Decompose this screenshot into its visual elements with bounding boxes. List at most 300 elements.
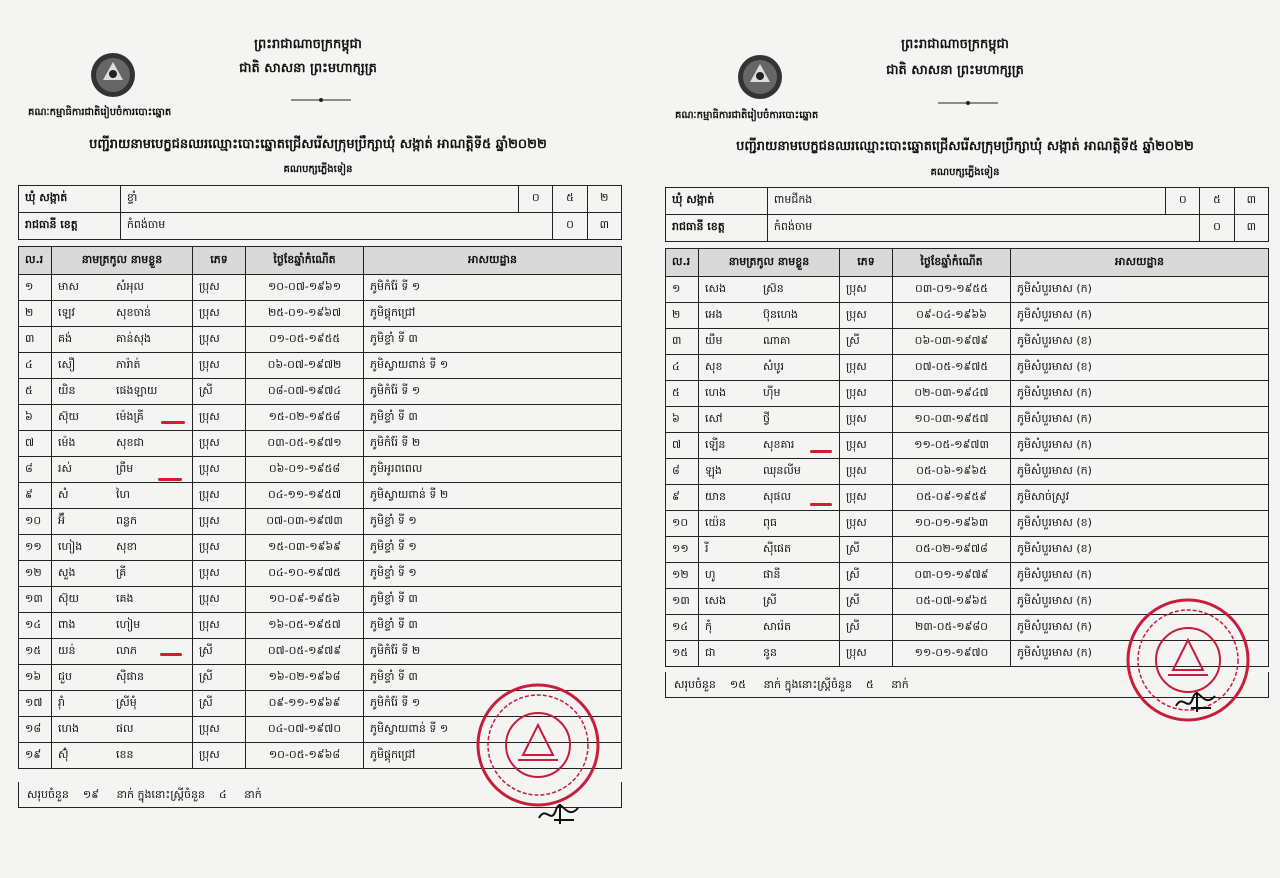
cell-sex: ប្រុស: [193, 275, 246, 301]
table-row: [666, 329, 1269, 355]
cell-address: ភូមិកំរ៉ែ ទី ១: [364, 275, 622, 301]
cell-given-name: ផានី: [763, 567, 781, 581]
cell-no: ១២: [19, 561, 52, 587]
cell-family-name: គង់: [58, 331, 72, 345]
cell-family-name: ហេង: [58, 721, 79, 735]
cell-name: [52, 639, 193, 665]
cell-sex: ប្រុស: [840, 407, 893, 433]
cell-given-name: ផេងឡាយ: [116, 383, 158, 397]
cell-dob: ២៣-០៥-១៩៨០: [893, 615, 1011, 641]
cell-given-name: សុខចាន់: [116, 305, 151, 319]
cell-name: [699, 355, 840, 381]
cell-given-name: ស៊ីផេត: [763, 541, 791, 555]
cell-dob: ០៨-០៧-១៩៧៤: [246, 379, 364, 405]
table-row: [19, 639, 622, 665]
cell-name: [699, 615, 840, 641]
cell-given-name: សុខា: [116, 539, 137, 553]
cell-address: ភូមិខ្ទាំ ទី ៣: [364, 327, 622, 353]
cell-address: ភូមិខ្ទាំ ទី ១: [364, 509, 622, 535]
cell-address: ភូមិស្វាយពាន់ ទី ២: [364, 483, 622, 509]
cell-address: ភូមិកំរ៉ែ ទី ២: [364, 639, 622, 665]
cell-name: [52, 509, 193, 535]
cell-no: ២: [19, 301, 52, 327]
summary-unit: នាក់ ក្នុងនោះស្ត្រីចំនួន: [763, 678, 852, 691]
cell-sex: ប្រុស: [193, 561, 246, 587]
summary-women: ៥: [865, 678, 874, 691]
cell-sex: ប្រុស: [840, 381, 893, 407]
cell-family-name: សឿ: [58, 357, 76, 371]
cell-name: [699, 485, 840, 511]
cell-no: ១១: [19, 535, 52, 561]
cell-dob: ១០-០៩-១៩៥៦: [246, 587, 364, 613]
cell-name: [699, 277, 840, 303]
col-header-no: ល.រ: [666, 249, 699, 277]
cell-address: ភូមិសំបួរមាស (ខ): [1011, 511, 1269, 537]
cell-family-name: យឹម: [705, 333, 723, 347]
cell-name: [699, 537, 840, 563]
cell-sex: ប្រុស: [193, 353, 246, 379]
table-row: [19, 405, 622, 431]
document-title: បញ្ជីរាយនាមបេក្ខជនឈរឈ្មោះបោះឆ្នោតជ្រើសរើសក្រុមប្រឹក្សាឃុំ សង្កាត់ អាណត្តិទី៥ ឆ្នាំ២០២២: [89, 137, 547, 152]
cell-given-name: ផល: [116, 721, 134, 735]
cell-sex: ស្រី: [193, 665, 246, 691]
cell-family-name: ហូ: [705, 567, 716, 581]
party-name: គណបក្សភ្លើងទៀន: [283, 164, 353, 175]
cell-given-name: ខេន: [116, 747, 134, 761]
cell-dob: ០៦-០៧-១៩៧២: [246, 353, 364, 379]
cell-address: ភូមិសំបួរមាស (ក): [1011, 381, 1269, 407]
cell-given-name: ឈុនលីម: [763, 463, 801, 477]
summary-label: សរុបចំនួន: [674, 678, 716, 691]
cell-name: [52, 483, 193, 509]
cell-address: ភូមិសំបួរមាស (ខ): [1011, 329, 1269, 355]
cell-sex: ប្រុស: [193, 535, 246, 561]
cell-no: ១៩: [19, 743, 52, 769]
cell-name: [699, 303, 840, 329]
cell-family-name: ម៉េង: [58, 435, 76, 449]
cell-family-name: យាន: [705, 489, 726, 503]
table-row: [666, 563, 1269, 589]
cell-sex: ស្រី: [193, 691, 246, 717]
table-row: [19, 275, 622, 301]
col-header-sex: ភេទ: [840, 249, 893, 277]
cell-dob: ០៣-០៥-១៩៧១: [246, 431, 364, 457]
party-name: គណបក្សភ្លើងទៀន: [930, 167, 1000, 178]
district-label: រាជធានី ខេត្ត: [19, 213, 121, 240]
cell-sex: ស្រី: [840, 563, 893, 589]
cell-sex: ប្រុស: [193, 457, 246, 483]
cell-name: [699, 381, 840, 407]
cell-address: ភូមិខ្ទាំ ទី ១: [364, 535, 622, 561]
cell-name: [699, 459, 840, 485]
cell-given-name: សារ៉េត: [763, 619, 791, 633]
cell-no: ១៧: [19, 691, 52, 717]
cell-address: ភូមិសំបួរមាស (ក): [1011, 615, 1269, 641]
cell-address: ភូមិអូរពពេល: [364, 457, 622, 483]
cell-dob: ០៧-០៥-១៩៧៥: [893, 355, 1011, 381]
cell-no: ១២: [666, 563, 699, 589]
cell-dob: ១០-០៧-១៩៦១: [246, 275, 364, 301]
signature-icon: [536, 800, 581, 828]
cell-name: [699, 329, 840, 355]
cell-dob: ១០-០១-១៩៦៣: [893, 511, 1011, 537]
cell-sex: ស្រី: [840, 589, 893, 615]
ornament-divider: [938, 100, 998, 106]
cell-dob: ០៤-០៧-១៩៧០: [246, 717, 364, 743]
cell-address: ភូមិសំបួរមាស (ខ): [1011, 537, 1269, 563]
cell-dob: ០៤-១១-១៩៥៧: [246, 483, 364, 509]
cell-dob: ០៩-០៤-១៩៦៦: [893, 303, 1011, 329]
cell-no: ៦: [19, 405, 52, 431]
emblem-icon: [735, 52, 785, 102]
cell-dob: ០៣-០១-១៩៧៩: [893, 563, 1011, 589]
cell-address: ភូមិសំបួរមាស (ក): [1011, 303, 1269, 329]
cell-no: ១៣: [666, 589, 699, 615]
cell-dob: ០៧-០៣-១៩៧៣: [246, 509, 364, 535]
cell-no: ២: [666, 303, 699, 329]
district-code-digit: ៣: [1234, 215, 1268, 242]
commune-code-digit: ៥: [1200, 188, 1234, 215]
cell-given-name: នូន: [763, 645, 777, 659]
document-title: បញ្ជីរាយនាមបេក្ខជនឈរឈ្មោះបោះឆ្នោតជ្រើសរើសក្រុមប្រឹក្សាឃុំ សង្កាត់ អាណត្តិទី៥ ឆ្នាំ២០២២: [736, 139, 1194, 154]
cell-given-name: គ្រី: [116, 565, 127, 579]
cell-given-name: សុខគារ: [763, 437, 795, 451]
cell-name: [52, 587, 193, 613]
cell-sex: ស្រី: [840, 537, 893, 563]
table-row: [19, 431, 622, 457]
cell-given-name: ស៊ីផាន: [116, 669, 144, 683]
cell-sex: ប្រុស: [193, 327, 246, 353]
table-header-row: [666, 249, 1269, 277]
cell-given-name: ព្រឹម: [116, 461, 134, 475]
cell-family-name: យន់: [58, 643, 76, 657]
cell-address: ភូមិផ្គុកជ្រៅ: [364, 301, 622, 327]
motto-heading: ជាតិ សាសនា ព្រះមហាក្សត្រ: [886, 63, 1024, 78]
cell-no: ៨: [19, 457, 52, 483]
cell-family-name: ឡេវ: [58, 305, 75, 319]
table-row: [666, 459, 1269, 485]
cell-dob: ០៥-០៦-១៩៦៥: [893, 459, 1011, 485]
cell-no: ៧: [19, 431, 52, 457]
cell-given-name: ស្រ៊ន: [763, 281, 784, 295]
cell-no: ៩: [19, 483, 52, 509]
cell-family-name: កុំ: [705, 619, 712, 633]
cell-dob: ០៥-០៩-១៩៥៩: [893, 485, 1011, 511]
cell-sex: ប្រុស: [840, 459, 893, 485]
cell-sex: ប្រុស: [193, 483, 246, 509]
cell-given-name: ប៊ុនហេង: [763, 307, 798, 321]
cell-given-name: ម៉េងគ្រី: [116, 409, 144, 423]
cell-given-name: ភារ៉ាត់: [116, 357, 141, 371]
cell-sex: ប្រុស: [193, 301, 246, 327]
emblem-icon: [88, 50, 138, 100]
cell-no: ៣: [19, 327, 52, 353]
cell-sex: ប្រុស: [840, 485, 893, 511]
cell-sex: ប្រុស: [193, 743, 246, 769]
cell-dob: ០៤-១០-១៩៧៥: [246, 561, 364, 587]
cell-dob: ១១-០១-១៩៧០: [893, 641, 1011, 667]
cell-address: ភូមិកំរ៉ែ ទី ១: [364, 691, 622, 717]
cell-dob: ២៥-០១-១៩៦៧: [246, 301, 364, 327]
table-row: [19, 379, 622, 405]
cell-address: ភូមិសំបួរមាស (ក): [1011, 563, 1269, 589]
cell-name: [52, 717, 193, 743]
table-row: [666, 511, 1269, 537]
cell-name: [52, 431, 193, 457]
table-row: [666, 355, 1269, 381]
commune-label: ឃុំ សង្កាត់: [19, 186, 121, 213]
cell-no: ១៨: [19, 717, 52, 743]
cell-given-name: ណាគា: [763, 333, 791, 347]
cell-address: ភូមិកំរ៉ែ ទី ១: [364, 379, 622, 405]
cell-no: ៦: [666, 407, 699, 433]
cell-dob: ០១-០៥-១៩៥៥: [246, 327, 364, 353]
cell-name: [52, 301, 193, 327]
red-underline-mark: [160, 653, 182, 656]
cell-sex: ស្រី: [840, 329, 893, 355]
cell-family-name: សៅ: [705, 411, 723, 425]
cell-given-name: ស្រី: [763, 593, 777, 607]
cell-address: ភូមិសំបួរមាស (ក): [1011, 459, 1269, 485]
col-header-address: អាសយដ្ឋាន: [364, 247, 622, 275]
commune-code-digit: ០: [1166, 188, 1200, 215]
summary-unit: នាក់: [244, 788, 262, 801]
col-header-no: ល.រ: [19, 247, 52, 275]
district-code-digit: ០: [1200, 215, 1234, 242]
table-row: [19, 509, 622, 535]
cell-no: ៤: [666, 355, 699, 381]
cell-sex: ស្រី: [193, 639, 246, 665]
cell-address: ភូមិខ្ទាំ ទី ៣: [364, 405, 622, 431]
cell-given-name: សុផល: [763, 489, 791, 503]
cell-address: ភូមិខ្ទាំ ទី ១: [364, 561, 622, 587]
cell-name: [699, 589, 840, 615]
cell-name: [52, 275, 193, 301]
cell-family-name: យ៉េន: [705, 515, 726, 529]
commune-code-digit: ០: [519, 186, 553, 213]
cell-family-name: អេង: [705, 307, 723, 321]
cell-sex: ប្រុស: [193, 405, 246, 431]
cell-no: ៣: [666, 329, 699, 355]
ornament-divider: [291, 97, 351, 103]
district-code-digit: ៣: [587, 213, 621, 240]
cell-no: ១៦: [19, 665, 52, 691]
cell-no: ៥: [19, 379, 52, 405]
cell-address: ភូមិកំរ៉ែ ទី ២: [364, 431, 622, 457]
cell-sex: ប្រុស: [193, 717, 246, 743]
cell-no: ១០: [666, 511, 699, 537]
district-value: កំពង់ចាម: [767, 215, 1199, 242]
cell-no: ៩: [666, 485, 699, 511]
cell-family-name: ជា: [705, 645, 716, 659]
cell-sex: ប្រុស: [193, 613, 246, 639]
cell-given-name: ពុធ: [763, 515, 777, 529]
summary-total: ១៩: [82, 788, 100, 801]
cell-given-name: ហ៊ីម: [763, 385, 781, 399]
location-info-table: [18, 185, 622, 240]
cell-dob: ១៥-០២-១៩៥៨: [246, 405, 364, 431]
cell-no: ១: [666, 277, 699, 303]
red-underline-mark: [161, 421, 185, 424]
table-row: [19, 327, 622, 353]
cell-family-name: សេង: [705, 281, 726, 295]
commune-code-digit: ២: [587, 186, 621, 213]
cell-family-name: ពាង: [58, 617, 76, 631]
cell-name: [699, 433, 840, 459]
cell-sex: ប្រុស: [193, 509, 246, 535]
cell-given-name: សំអុល: [116, 279, 144, 293]
cell-name: [52, 405, 193, 431]
cell-no: ៥: [666, 381, 699, 407]
summary-total: ១៥: [729, 678, 747, 691]
cell-dob: ១៦-០៥-១៩៥៧: [246, 613, 364, 639]
commune-value: ពាមជីកង: [767, 188, 1165, 215]
district-label: រាជធានី ខេត្ត: [666, 215, 768, 242]
col-header-name: នាមត្រកូល នាមខ្លួន: [52, 247, 193, 275]
cell-address: ភូមិស្វាយពាន់ ទី ១: [364, 353, 622, 379]
cell-no: ១: [19, 275, 52, 301]
cell-address: ភូមិសំបួរមាស (ក): [1011, 277, 1269, 303]
cell-given-name: គាន់សុង: [116, 331, 151, 345]
cell-family-name: រស់: [58, 461, 72, 475]
cell-dob: ០៦-០៣-១៩៧៩: [893, 329, 1011, 355]
cell-name: [699, 407, 840, 433]
commune-code-digit: ៣: [1234, 188, 1268, 215]
cell-dob: ០៦-០១-១៩៥៨: [246, 457, 364, 483]
cell-sex: ប្រុស: [840, 303, 893, 329]
table-row: [19, 301, 622, 327]
table-row: [19, 353, 622, 379]
table-row: [666, 433, 1269, 459]
cell-no: ៧: [666, 433, 699, 459]
cell-given-name: ហៀម: [116, 617, 141, 631]
cell-no: ៤: [19, 353, 52, 379]
cell-address: ភូមិខ្ទាំ ទី ៣: [364, 613, 622, 639]
cell-given-name: ស្រីមុំ: [116, 695, 137, 709]
col-header-dob: ថ្ងៃខែឆ្នាំកំណើត: [246, 247, 364, 275]
cell-family-name: ហៀង: [58, 539, 83, 553]
red-underline-mark: [810, 450, 832, 453]
table-row: [19, 613, 622, 639]
cell-dob: ១១-០៥-១៩៧៣: [893, 433, 1011, 459]
col-header-dob: ថ្ងៃខែឆ្នាំកំណើត: [893, 249, 1011, 277]
table-row: [19, 483, 622, 509]
location-info-table: [665, 187, 1269, 242]
kingdom-heading: ព្រះរាជាណាចក្រកម្ពុជា: [254, 37, 362, 52]
cell-name: [52, 743, 193, 769]
col-header-sex: ភេទ: [193, 247, 246, 275]
cell-sex: ប្រុស: [193, 587, 246, 613]
summary-unit: នាក់ ក្នុងនោះស្ត្រីចំនួន: [116, 788, 205, 801]
cell-no: ៨: [666, 459, 699, 485]
document-sheet-right: [655, 0, 1275, 878]
table-row: [19, 457, 622, 483]
cell-given-name: គេង: [116, 591, 134, 605]
signature-icon: [1173, 688, 1218, 716]
table-row: [19, 587, 622, 613]
col-header-address: អាសយដ្ឋាន: [1011, 249, 1269, 277]
cell-sex: ស្រី: [840, 615, 893, 641]
cell-name: [52, 327, 193, 353]
cell-family-name: សួង: [58, 565, 76, 579]
cell-address: ភូមិផ្គុកជ្រៅ: [364, 743, 622, 769]
red-underline-mark: [810, 503, 832, 506]
cell-no: ១៥: [666, 641, 699, 667]
cell-family-name: ហេង: [705, 385, 726, 399]
cell-given-name: សំបូរ: [763, 359, 784, 373]
cell-family-name: មាស: [58, 279, 79, 293]
cell-address: ភូមិខ្ទាំ ទី ៣: [364, 665, 622, 691]
summary-label: សរុបចំនួន: [27, 788, 69, 801]
commune-label: ឃុំ សង្កាត់: [666, 188, 768, 215]
cell-name: [699, 511, 840, 537]
commune-code-digit: ៥: [553, 186, 587, 213]
cell-name: [52, 353, 193, 379]
cell-name: [52, 613, 193, 639]
cell-family-name: អ៊ឹ: [58, 513, 65, 527]
summary-unit: នាក់: [891, 678, 909, 691]
cell-address: ភូមិសំបួរមាស (ក): [1011, 407, 1269, 433]
cell-sex: ប្រុស: [840, 433, 893, 459]
summary-women: ៤: [218, 788, 227, 801]
cell-family-name: ឡើន: [705, 437, 726, 451]
cell-family-name: ជួប: [58, 669, 72, 683]
committee-label: គណៈកម្មាធិការជាតិរៀបចំការបោះឆ្នោត: [28, 107, 172, 118]
cell-sex: ប្រុស: [840, 641, 893, 667]
cell-family-name: យិន: [58, 383, 76, 397]
cell-sex: ប្រុស: [840, 355, 893, 381]
district-code-digit: ០: [553, 213, 587, 240]
cell-family-name: សេង: [705, 593, 726, 607]
col-header-name: នាមត្រកូល នាមខ្លួន: [699, 249, 840, 277]
document-sheet-left: [8, 0, 628, 878]
cell-dob: ០៣-០១-១៩៥៥: [893, 277, 1011, 303]
cell-dob: ១៦-០២-១៩៦៨: [246, 665, 364, 691]
table-row: [666, 381, 1269, 407]
motto-heading: ជាតិ សាសនា ព្រះមហាក្សត្រ: [239, 61, 377, 76]
table-row: [666, 277, 1269, 303]
cell-name: [699, 563, 840, 589]
cell-dob: ១៥-០៣-១៩៦៩: [246, 535, 364, 561]
cell-dob: ០៥-០២-១៩៧៨: [893, 537, 1011, 563]
cell-address: ភូមិសំបួរមាស (ក): [1011, 641, 1269, 667]
cell-address: ភូមិសំបួរមាស (ក): [1011, 589, 1269, 615]
cell-family-name: ស៊ុយ: [58, 591, 79, 605]
cell-name: [699, 641, 840, 667]
cell-family-name: ស៊ុំ: [58, 747, 69, 761]
table-row: [19, 561, 622, 587]
cell-given-name: ថ្វី: [763, 411, 770, 425]
red-underline-mark: [158, 478, 182, 481]
cell-dob: ១០-០៣-១៩៥៧: [893, 407, 1011, 433]
table-row: [666, 407, 1269, 433]
cell-no: ១៤: [19, 613, 52, 639]
table-row: [666, 485, 1269, 511]
cell-sex: ស្រី: [193, 379, 246, 405]
cell-given-name: ហៃ: [116, 487, 130, 501]
table-header-row: [19, 247, 622, 275]
cell-family-name: រ៉ាំ: [58, 695, 65, 709]
cell-family-name: សំ: [58, 487, 69, 501]
cell-dob: ១០-០៥-១៩៦៨: [246, 743, 364, 769]
cell-address: ភូមិសំបួរមាស (ក): [1011, 433, 1269, 459]
cell-family-name: សុខ: [705, 359, 723, 373]
table-row: [666, 303, 1269, 329]
cell-address: ភូមិស្វាយពាន់ ទី ១: [364, 717, 622, 743]
official-stamp-icon: [473, 680, 603, 810]
cell-dob: ០៧-០៥-១៩៧៩: [246, 639, 364, 665]
cell-address: ភូមិខ្ទាំ ទី ៣: [364, 587, 622, 613]
